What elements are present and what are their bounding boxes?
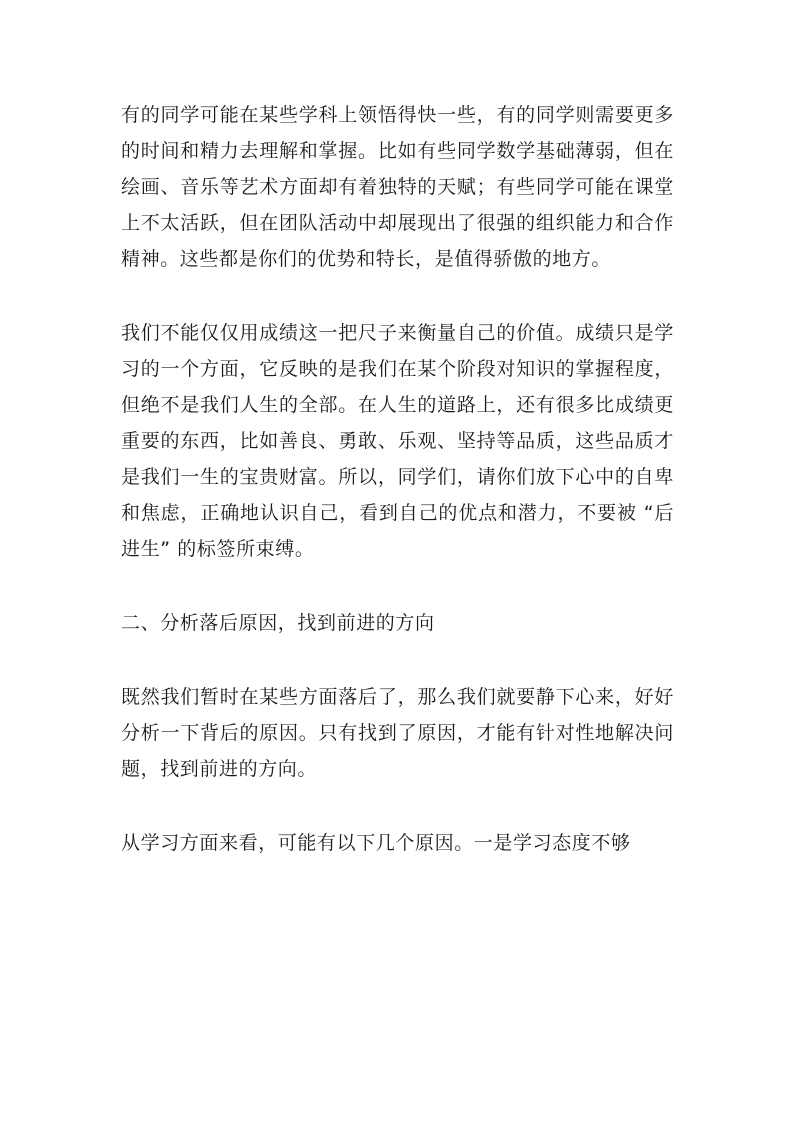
paragraph-analyze-causes: 既然我们暂时在某些方面落后了，那么我们就要静下心来，好好分析一下背后的原因。只有找到了原因，才能有针对性地解决问题，找到前进的方向。 [121, 686, 674, 780]
section-heading: 二、分析落后原因，找到前进的方向 [121, 612, 435, 634]
paragraph-study-reasons: 从学习方面来看，可能有以下几个原因。一是学习态度不够 [121, 832, 631, 854]
document-body [121, 97, 674, 899]
paragraph-strengths: 有的同学可能在某些学科上领悟得快一些，有的同学则需要更多的时间和精力去理解和掌握。比如有些同学数学基础薄弱，但在绘画、音乐等艺术方面却有着独特的天赋；有些同学可能在课堂上不太活跃，但在团队活动中却展现出了很强的组织能力和合作精神。这些都是你们的优势和特长，是值得骄傲的地方。 [121, 104, 674, 270]
paragraph-grades-value: 我们不能仅仅用成绩这一把尺子来衡量自己的价值。成绩只是学习的一个方面，它反映的是我们在某个阶段对知识的掌握程度，但绝不是我们人生的全部。在人生的道路上，还有很多比成绩更重要的东西，比如善良、勇敢、乐观、坚持等品质，这些品质才是我们一生的宝贵财富。所以，同学们，请你们放下心中的自卑和焦虑，正确地认识自己，看到自己的优点和潜力，不要被 “后进生” 的标签所束缚。 [121, 322, 674, 560]
